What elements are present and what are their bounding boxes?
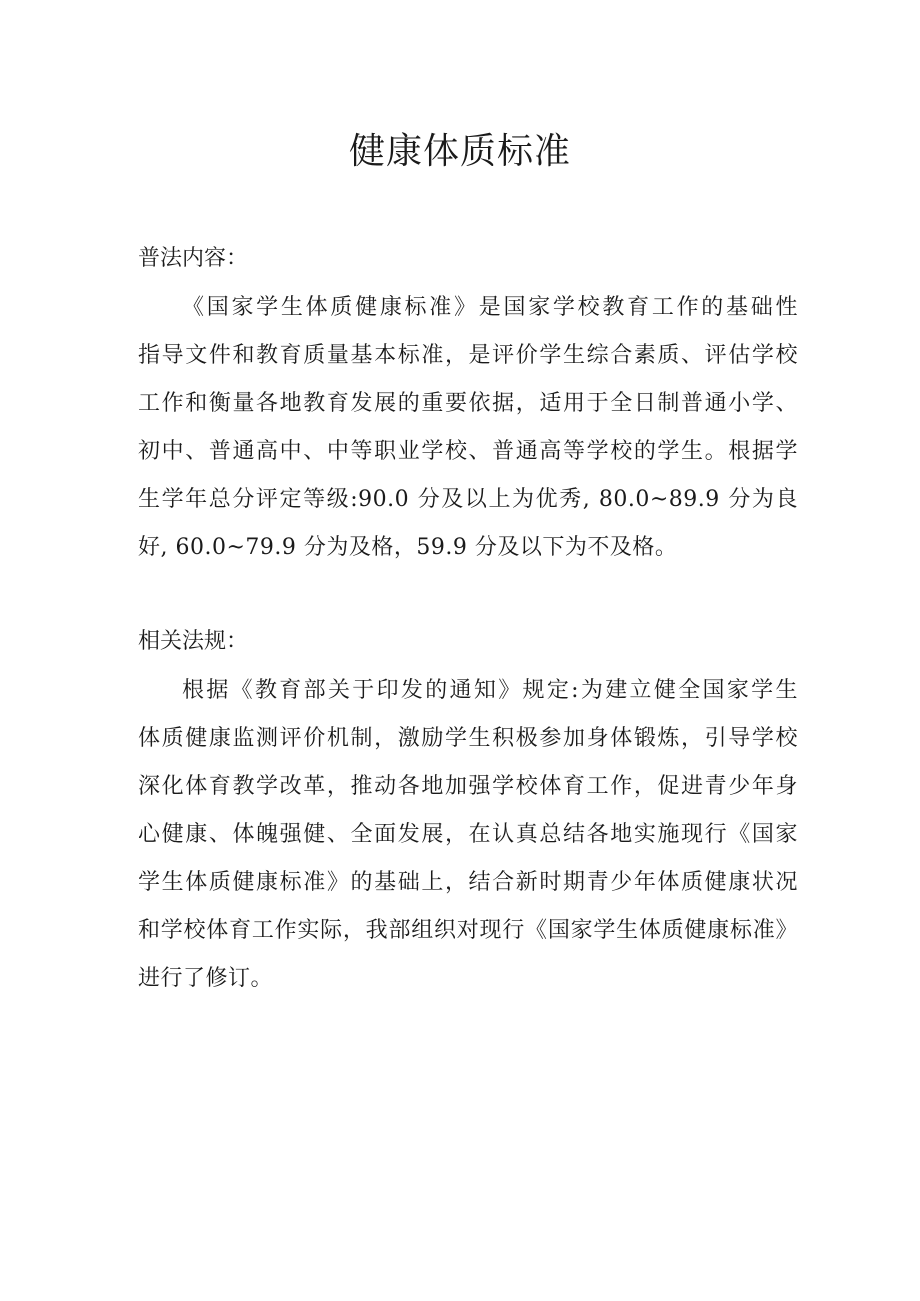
- section-heading-fagui: 相关法规：: [138, 629, 249, 654]
- paragraph-line: 学生体质健康标准》的基础上，结合新时期青少年体质健康状况: [138, 870, 798, 895]
- paragraph-line: 好, 60.0~79.9 分为及格，59.9 分及以下为不及格。: [138, 535, 678, 560]
- section-heading-pufa: 普法内容：: [138, 246, 249, 271]
- paragraph-line: 指导文件和教育质量基本标准，是评价学生综合素质、评估学校: [138, 343, 798, 368]
- paragraph-fagui: [138, 675, 798, 1011]
- paragraph-line: 根据《教育部关于印发的通知》规定:为建立健全国家学生: [182, 678, 798, 703]
- paragraph-pufa: [138, 292, 798, 580]
- paragraph-line: 体质健康监测评价机制，激励学生积极参加身体锻炼，引导学校: [138, 726, 798, 751]
- paragraph-line: 心健康、体魄强健、全面发展，在认真总结各地实施现行《国家: [138, 822, 798, 847]
- paragraph-line: 深化体育教学改革，推动各地加强学校体育工作，促进青少年身: [138, 774, 798, 799]
- page-title: 健康体质标准: [348, 131, 571, 172]
- paragraph-line: 《国家学生体质健康标准》是国家学校教育工作的基础性: [182, 295, 798, 320]
- paragraph-line: 和学校体育工作实际，我部组织对现行《国家学生体质健康标准》: [138, 918, 798, 943]
- paragraph-line: 进行了修订。: [138, 966, 274, 991]
- paragraph-line: 工作和衡量各地教育发展的重要依据，适用于全日制普通小学、: [138, 391, 798, 416]
- paragraph-line: 生学年总分评定等级:90.0 分及以上为优秀, 80.0~89.9 分为良: [138, 487, 798, 512]
- paragraph-line: 初中、普通高中、中等职业学校、普通高等学校的学生。根据学: [138, 439, 798, 464]
